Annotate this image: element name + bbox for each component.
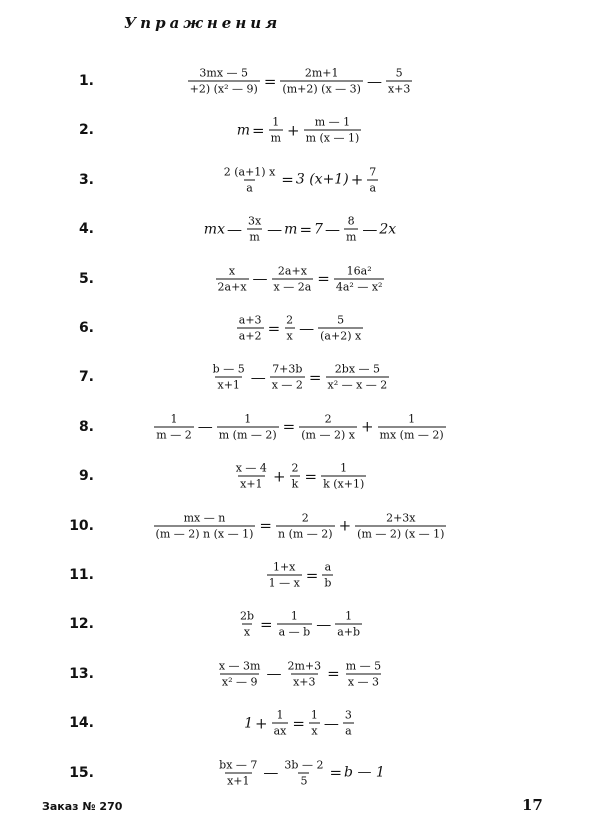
operator: = (259, 516, 272, 535)
operator: = (305, 566, 319, 584)
fraction (334, 264, 385, 293)
denominator: a (345, 724, 352, 738)
equation (150, 511, 450, 540)
numerator: 5 (395, 66, 403, 80)
equation (150, 363, 450, 392)
exercise-number: 5. (78, 270, 94, 287)
operator: = (327, 664, 340, 683)
denominator: x (286, 329, 293, 343)
fraction (277, 610, 313, 639)
exercise-number: 11. (69, 567, 94, 583)
fraction (188, 67, 260, 96)
numerator: 2+3x (386, 511, 416, 525)
exercise-row (0, 650, 600, 698)
fraction (318, 314, 363, 343)
fraction (378, 412, 446, 441)
numerator: x — 3m (218, 659, 261, 673)
denominator: 1 — x (268, 576, 300, 590)
exercise-row (0, 205, 600, 253)
denominator: x² — 9 (221, 675, 258, 689)
exercise-number: 8. (78, 418, 94, 435)
fraction (270, 363, 305, 392)
fraction (216, 264, 249, 293)
equation (150, 709, 450, 738)
fraction (211, 363, 247, 392)
equation (150, 215, 450, 244)
operator: — (267, 220, 283, 239)
numerator: 2bx — 5 (334, 362, 381, 376)
numerator: 1 (408, 412, 416, 426)
numerator: 8 (347, 214, 355, 228)
exercise-number: 4. (78, 221, 94, 238)
exercise-number: 15. (69, 764, 94, 781)
numerator: 2 (324, 412, 332, 426)
exercise-row (0, 255, 600, 303)
denominator: 5 (300, 774, 308, 788)
fraction (238, 610, 256, 639)
operator: — (266, 664, 282, 683)
denominator: x — 3 (347, 675, 380, 689)
fraction (343, 709, 354, 738)
operator: = (308, 368, 322, 387)
denominator: (m — 2) x (301, 428, 355, 442)
fraction (299, 412, 357, 441)
denominator: m (m — 2) (218, 428, 277, 442)
denominator: x (243, 625, 251, 639)
operator: — (226, 220, 242, 239)
exercise-number: 12. (69, 616, 94, 633)
operator: = (263, 72, 277, 90)
operator: = (281, 170, 294, 189)
exercise-row (0, 156, 600, 204)
exercise-number: 10. (69, 517, 94, 534)
denominator: a (369, 181, 377, 195)
fraction (285, 659, 323, 688)
denominator: ax (273, 724, 287, 738)
exercise-row (0, 57, 600, 105)
equation (150, 412, 450, 441)
operator: + (338, 516, 352, 535)
equation (150, 561, 450, 590)
exercise-number: 3. (78, 171, 94, 188)
operator: — (197, 417, 213, 436)
operator: = (329, 763, 343, 782)
fraction (386, 67, 412, 96)
fraction (217, 758, 259, 787)
numerator: 2 (291, 461, 299, 475)
fraction (304, 116, 362, 145)
denominator: mx (m — 2) (379, 428, 444, 442)
fraction (280, 67, 363, 96)
denominator: m (x — 1) (305, 131, 360, 145)
equation (150, 610, 450, 639)
numerator: 1 (244, 412, 252, 426)
exercise-number: 7. (78, 369, 94, 386)
fraction (326, 363, 390, 392)
exercise-row (0, 502, 600, 550)
numerator: 2 (a+1) x (223, 165, 276, 179)
exercise-number: 13. (69, 665, 94, 682)
operator: + (272, 467, 286, 486)
numerator: 3mx — 5 (199, 66, 249, 80)
term: 7 (314, 221, 323, 238)
numerator: 3x (247, 214, 262, 228)
denominator: x — 2 (271, 378, 303, 392)
denominator: a+b (337, 625, 361, 639)
numerator: x — 4 (235, 461, 267, 475)
term: m (236, 122, 250, 139)
fraction (344, 659, 383, 688)
fraction (321, 462, 366, 491)
denominator: (m — 2) n (x — 1) (155, 527, 254, 541)
denominator: x — 2a (273, 280, 312, 294)
denominator: b (324, 576, 332, 590)
term: 3 (x+1) (295, 171, 349, 188)
numerator: mx — n (183, 511, 226, 525)
term: mx (203, 221, 225, 238)
denominator: n (m — 2) (278, 527, 333, 541)
denominator: x (311, 724, 318, 738)
operator: + (255, 714, 268, 733)
fraction (290, 462, 301, 491)
numerator: 1 (170, 412, 178, 426)
fraction (335, 610, 362, 639)
numerator: 1 (310, 708, 318, 722)
denominator: x+1 (227, 774, 250, 788)
fraction (246, 215, 263, 244)
numerator: 1 (340, 461, 348, 475)
fraction (269, 116, 283, 145)
numerator: bx — 7 (219, 758, 258, 772)
denominator: m — 2 (156, 428, 192, 442)
denominator: +2) (x² — 9) (189, 82, 258, 96)
operator: = (299, 220, 313, 239)
denominator: (m+2) (x — 3) (282, 82, 361, 96)
numerator: x (228, 264, 236, 278)
denominator: m (345, 230, 357, 244)
operator: = (251, 121, 265, 140)
equation (150, 165, 450, 194)
numerator: 1 (276, 708, 284, 722)
term: 1 (244, 715, 253, 732)
operator: — (263, 763, 279, 782)
denominator: x+3 (293, 675, 316, 689)
numerator: 2 (286, 313, 294, 327)
operator: — (299, 319, 315, 337)
operator: — (252, 269, 268, 288)
exercise-number: 14. (69, 715, 94, 732)
exercise-row (0, 600, 600, 648)
operator: — (366, 72, 382, 90)
denominator: x+3 (387, 82, 411, 96)
numerator: 7+3b (272, 362, 303, 376)
operator: = (260, 615, 273, 634)
numerator: 1 (272, 115, 280, 129)
denominator: m (270, 131, 281, 145)
denominator: k (x+1) (323, 477, 365, 491)
fraction (154, 412, 193, 441)
numerator: 1 (290, 609, 298, 623)
term: b — 1 (344, 764, 385, 781)
exercise-row (0, 403, 600, 451)
numerator: m — 5 (345, 659, 382, 673)
exercise-row (0, 304, 600, 352)
numerator: 2 (301, 511, 309, 525)
operator: — (316, 615, 332, 634)
fraction (154, 511, 256, 540)
denominator: a+2 (238, 329, 262, 343)
denominator: a (246, 181, 253, 195)
fraction (217, 659, 263, 688)
fraction (217, 412, 279, 441)
operator: = (304, 467, 318, 486)
operator: — (324, 220, 340, 239)
numerator: b — 5 (212, 362, 245, 376)
fraction (309, 709, 320, 738)
operator: — (250, 368, 266, 387)
equation (150, 116, 450, 145)
denominator: (a+2) x (320, 329, 362, 343)
fraction (367, 165, 378, 194)
numerator: 1+x (272, 560, 296, 574)
fraction (284, 314, 295, 343)
operator: = (292, 714, 305, 733)
denominator: x+1 (217, 378, 240, 392)
denominator: 2a+x (217, 280, 247, 294)
denominator: x² — x — 2 (327, 378, 388, 392)
fraction (272, 264, 314, 293)
equation (150, 758, 450, 787)
term: 2x (379, 221, 397, 238)
operator: — (323, 714, 339, 733)
operator: = (317, 269, 330, 288)
operator: + (350, 170, 364, 189)
exercise-row (0, 353, 600, 401)
fraction (276, 511, 335, 540)
numerator: 3b — 2 (284, 758, 324, 772)
operator: + (287, 121, 300, 140)
numerator: 2m+1 (304, 66, 339, 80)
exercise-number: 2. (78, 122, 94, 139)
exercise-number: 6. (78, 320, 94, 336)
fraction (282, 758, 325, 787)
fraction (234, 462, 269, 491)
equation (150, 314, 450, 343)
exercise-row (0, 106, 600, 154)
page-number: 17 (522, 796, 543, 814)
denominator: x+1 (240, 477, 263, 491)
section-heading: Упражнения (124, 14, 282, 32)
fraction (267, 561, 302, 590)
equation (150, 67, 450, 96)
equation (150, 462, 450, 491)
exercise-row (0, 452, 600, 500)
exercise-row (0, 551, 600, 599)
denominator: k (291, 477, 299, 491)
equation (150, 659, 450, 688)
operator: — (362, 220, 378, 239)
numerator: 3 (344, 708, 352, 722)
numerator: 7 (369, 165, 377, 179)
exercise-number: 9. (78, 468, 94, 485)
numerator: a+3 (238, 313, 262, 327)
numerator: m — 1 (314, 115, 351, 129)
exercise-number: 1. (78, 73, 94, 89)
denominator: a — b (278, 625, 311, 639)
exercise-row (0, 699, 600, 747)
numerator: 16a² (346, 264, 372, 278)
fraction (322, 561, 333, 590)
numerator: 2a+x (277, 264, 307, 278)
denominator: 4a² — x² (335, 280, 383, 294)
numerator: 2b (239, 609, 255, 623)
exercise-row (0, 749, 600, 797)
fraction (344, 215, 358, 244)
denominator: m (249, 230, 260, 244)
numerator: a (324, 560, 332, 574)
operator: = (267, 319, 281, 337)
order-footer: Заказ № 270 (42, 800, 123, 813)
operator: = (282, 417, 296, 436)
denominator: (m — 2) (x — 1) (357, 527, 445, 541)
numerator: 5 (337, 313, 345, 327)
fraction (222, 165, 278, 194)
fraction (272, 709, 289, 738)
fraction (237, 314, 264, 343)
term: m (284, 221, 298, 238)
fraction (355, 511, 446, 540)
numerator: 1 (345, 609, 353, 623)
operator: + (360, 417, 374, 436)
equation (150, 264, 450, 293)
numerator: 2m+3 (287, 659, 322, 673)
